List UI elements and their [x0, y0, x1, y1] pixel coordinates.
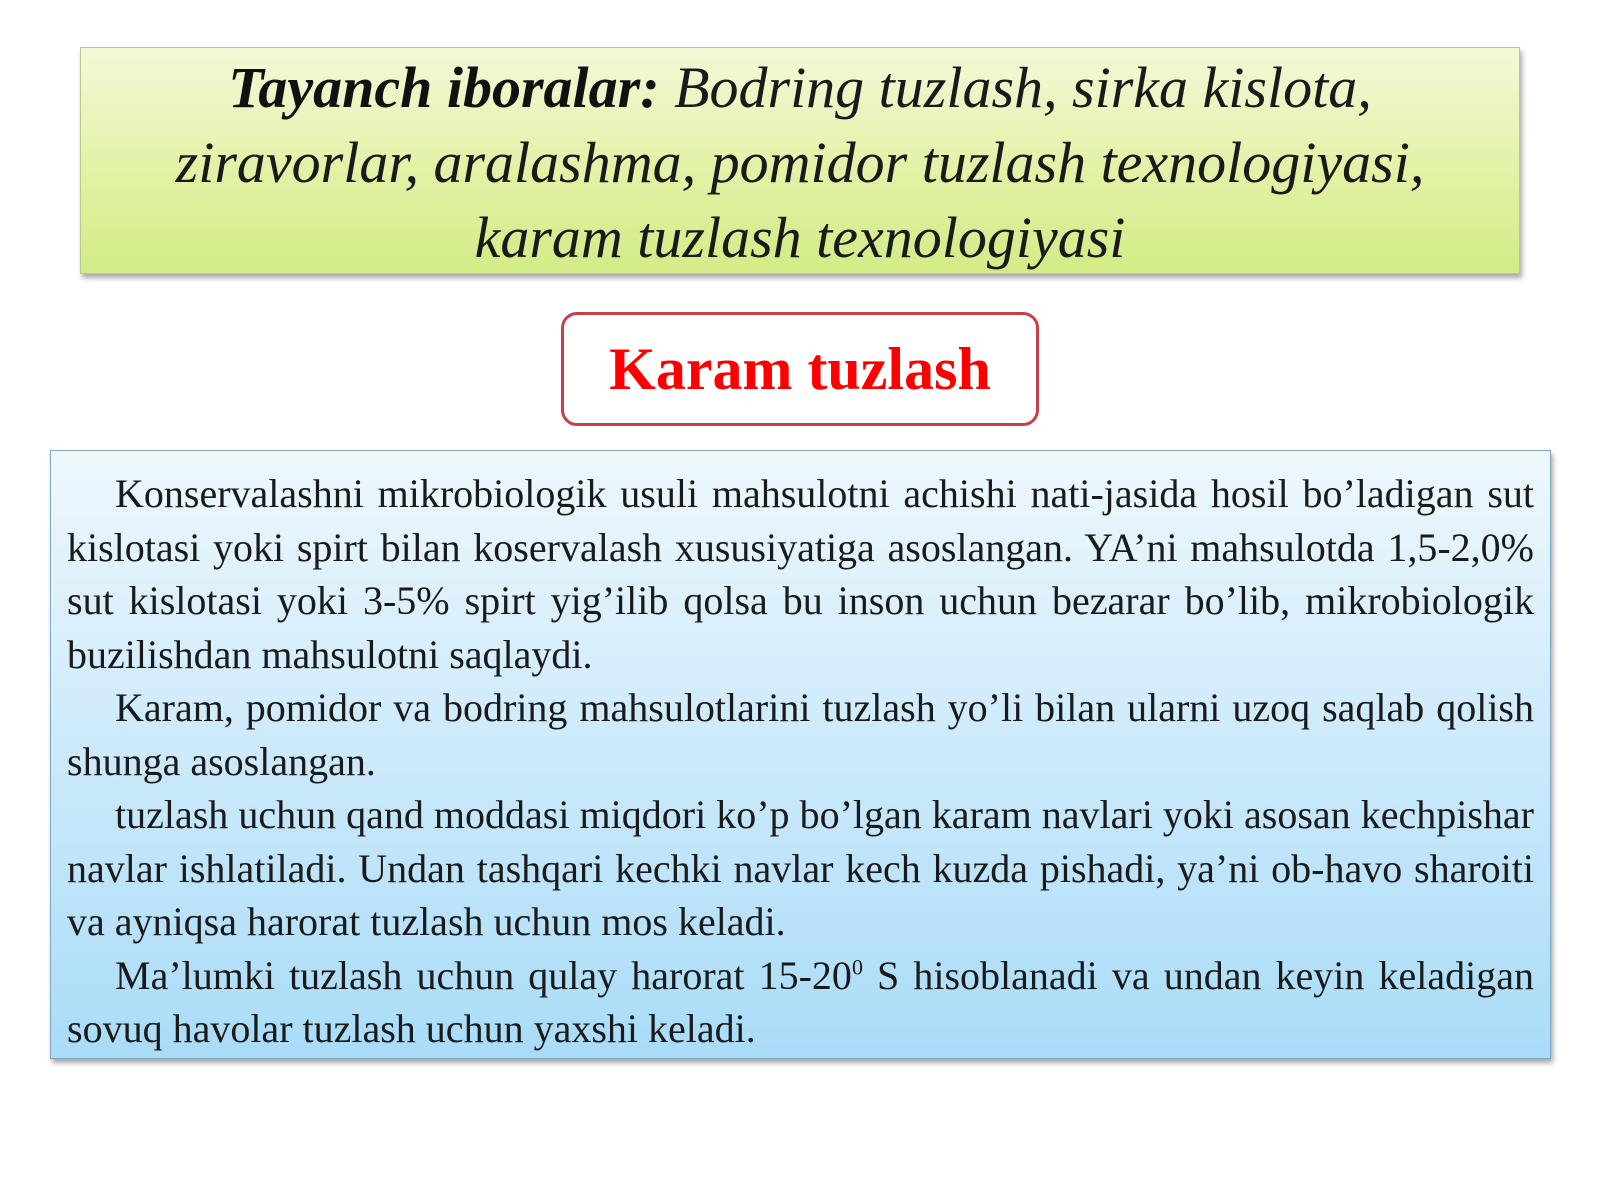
section-title: Karam tuzlash: [561, 312, 1039, 426]
paragraph-2: Karam, pomidor va bodring mahsulotlarini tuzlash yo’li bilan ularni uzoq saqlab qolish shunga asoslangan.: [67, 685, 1534, 784]
keywords-box: [80, 47, 1520, 274]
keywords-label: Tayanch iboralar:: [228, 55, 660, 120]
keywords-line-2: ziravorlar, aralashma, pomidor tuzlash texnologiyasi,: [175, 130, 1425, 195]
keywords-line-1: Bodring tuzlash, sirka kislota,: [674, 55, 1372, 120]
paragraph-4-text-end: S hisoblanadi va undan keyin keladigan sovuq havolar tuzlash uchun yaxshi keladi.: [67, 952, 1534, 1051]
paragraph-4: [67, 949, 1534, 1056]
degree-superscript: 0: [851, 954, 863, 980]
paragraph-4-text-start: Ma’lumki tuzlash uchun qulay harorat 15-20: [115, 952, 852, 998]
keywords-line-3: karam tuzlash texnologiyasi: [474, 205, 1126, 270]
content-box: [50, 450, 1551, 1059]
paragraph-1: Konservalashni mikrobiologik usuli mahsulotni achishi nati-jasida hosil bo’ladigan sut kislotasi yoki spirt bilan koservalash xususiyatiga asoslangan. YA’ni mahsulotda 1,5-2,0% sut kislotasi yoki 3-5% spirt yig’ilib qolsa bu inson uchun bezarar bo’lib, mikrobiologik buzilishdan mahsulotni saqlaydi.: [67, 471, 1534, 677]
paragraph-3: tuzlash uchun qand moddasi miqdori ko’p bo’lgan karam navlari yoki asosan kechpishar navlar ishlatiladi. Undan tashqari kechki navlar kech kuzda pishadi, ya’ni ob-havo sharoiti va ayniqsa harorat tuzlash uchun mos keladi.: [67, 792, 1534, 944]
